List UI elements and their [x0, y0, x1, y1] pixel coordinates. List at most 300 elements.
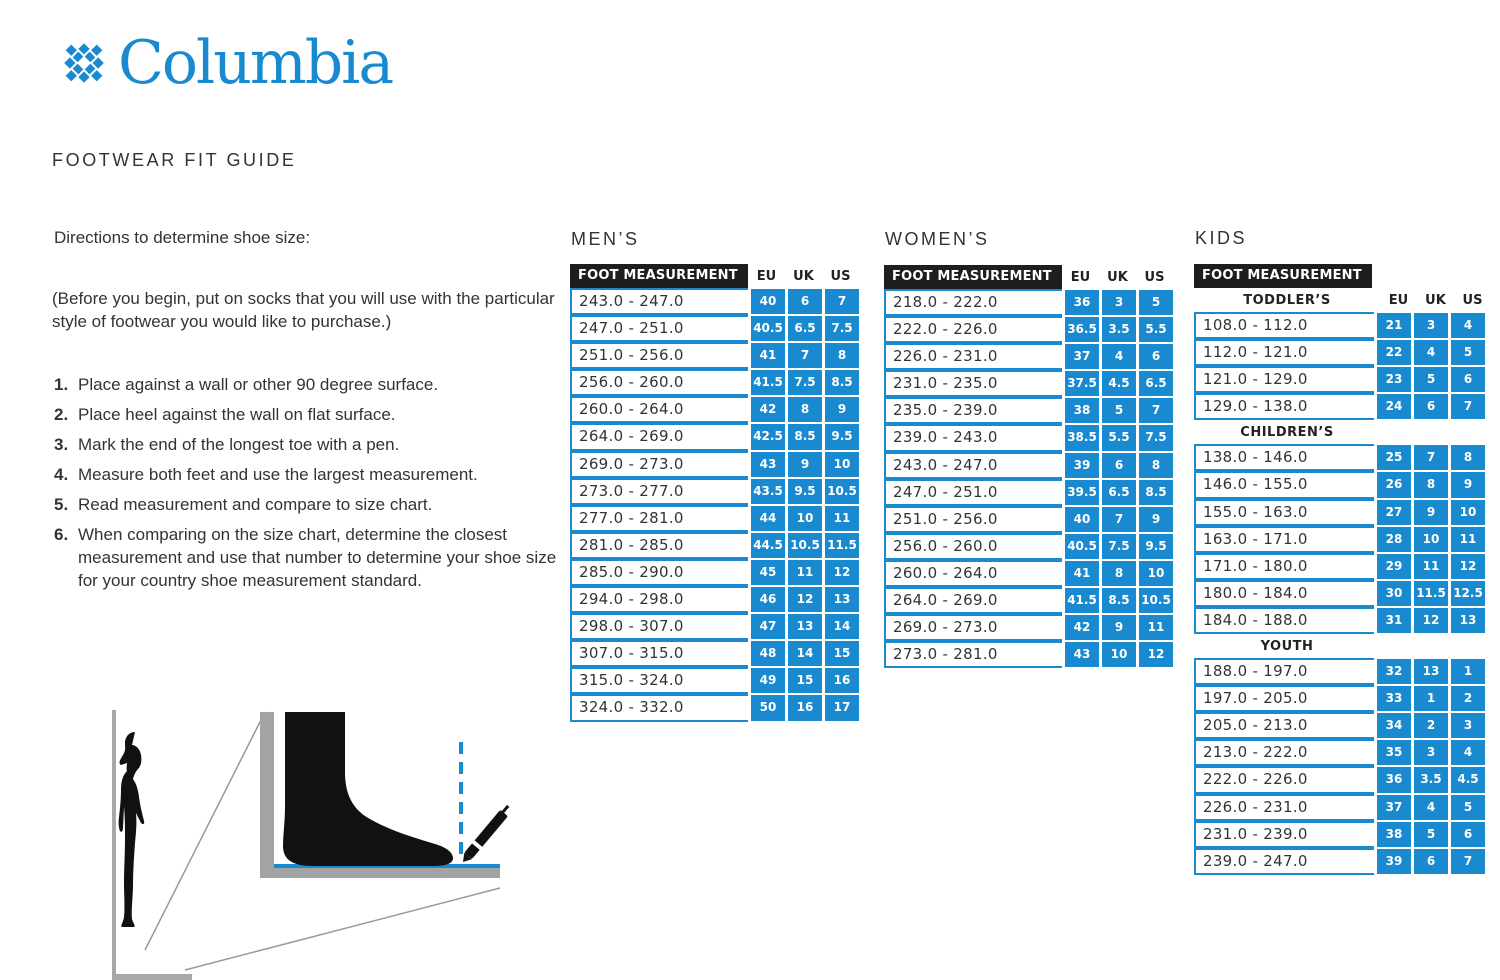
kids-size-table — [1194, 264, 1491, 875]
us-size-cell: 8 — [1451, 445, 1485, 470]
us-size-cell: 6 — [1139, 344, 1173, 369]
header-eu: EU — [1070, 269, 1091, 285]
table-row — [570, 451, 859, 478]
directions-preamble: (Before you begin, put on socks that you will use with the particular style of footwear you would like to purchase.) — [52, 289, 555, 331]
us-size-cell: 8 — [1139, 453, 1173, 478]
table-row — [1194, 794, 1491, 821]
foot-measurement-cell: 243.0 - 247.0 — [570, 288, 748, 315]
table-row — [1194, 471, 1491, 498]
foot-measurement-cell: 294.0 - 298.0 — [570, 586, 748, 613]
foot-measurement-cell: 197.0 - 205.0 — [1194, 685, 1374, 712]
header-eu: EU — [756, 268, 777, 284]
foot-measurement-cell: 285.0 - 290.0 — [570, 559, 748, 586]
us-size-cell: 9 — [825, 397, 859, 422]
us-size-cell: 7 — [1451, 394, 1485, 419]
step-text: Measure both feet and use the largest measurement. — [78, 465, 478, 484]
eu-size-cell: 38 — [1377, 822, 1411, 847]
eu-size-cell: 25 — [1377, 445, 1411, 470]
eu-size-cell: 42 — [1065, 615, 1099, 640]
uk-size-cell: 8 — [1102, 561, 1136, 586]
us-size-cell: 16 — [825, 668, 859, 693]
step-number: 5. — [54, 495, 69, 514]
eu-size-cell: 40.5 — [1065, 534, 1099, 559]
foot-measurement-cell: 251.0 - 256.0 — [884, 506, 1062, 533]
us-size-cell: 6.5 — [1139, 371, 1173, 396]
us-size-cell: 12 — [1451, 554, 1485, 579]
eu-size-cell: 26 — [1377, 472, 1411, 497]
table-row — [570, 694, 859, 721]
uk-size-cell: 7 — [1414, 445, 1448, 470]
table-row — [570, 315, 859, 342]
us-size-cell: 14 — [825, 614, 859, 639]
us-size-cell: 10 — [1451, 500, 1485, 525]
header-foot-measurement: FOOT MEASUREMENT — [1194, 264, 1372, 288]
table-row — [1194, 766, 1491, 793]
table-row — [884, 316, 1173, 343]
uk-size-cell: 9 — [1102, 615, 1136, 640]
foot-measurement-cell: 138.0 - 146.0 — [1194, 444, 1374, 471]
table-row — [1194, 580, 1491, 607]
kids-group-label: YOUTH — [1260, 638, 1314, 654]
table-row — [570, 505, 859, 532]
uk-size-cell: 3 — [1102, 290, 1136, 315]
foot-measurement-cell: 239.0 - 247.0 — [1194, 848, 1374, 875]
uk-size-cell: 4.5 — [1102, 371, 1136, 396]
uk-size-cell: 12 — [788, 587, 822, 612]
table-row — [1194, 393, 1491, 420]
uk-size-cell: 9 — [788, 452, 822, 477]
table-row — [884, 479, 1173, 506]
table-row — [570, 532, 859, 559]
header-foot-measurement: FOOT MEASUREMENT — [884, 265, 1062, 289]
uk-size-cell: 7 — [788, 343, 822, 368]
us-size-cell: 13 — [1451, 608, 1485, 633]
foot-measurement-cell: 231.0 - 235.0 — [884, 370, 1062, 397]
page-title: FOOTWEAR FIT GUIDE — [52, 150, 297, 170]
uk-size-cell: 15 — [788, 668, 822, 693]
table-row — [570, 667, 859, 694]
table-row — [1194, 848, 1491, 875]
eu-size-cell: 27 — [1377, 500, 1411, 525]
standing-person-icon — [112, 710, 192, 980]
eu-size-cell: 39.5 — [1065, 480, 1099, 505]
uk-size-cell: 5.5 — [1102, 425, 1136, 450]
table-row — [884, 587, 1173, 614]
foot-measurement-cell: 281.0 - 285.0 — [570, 532, 748, 559]
step-number: 2. — [54, 405, 69, 424]
uk-size-cell: 6.5 — [788, 316, 822, 341]
foot-against-wall-icon — [260, 712, 500, 878]
eu-size-cell: 42 — [751, 397, 785, 422]
uk-size-cell: 1 — [1414, 686, 1448, 711]
uk-size-cell: 7.5 — [1102, 534, 1136, 559]
eu-size-cell: 40 — [751, 289, 785, 314]
uk-size-cell: 6 — [1414, 394, 1448, 419]
us-size-cell: 9.5 — [1139, 534, 1173, 559]
table-row — [1194, 658, 1491, 685]
us-size-cell: 5 — [1451, 795, 1485, 820]
uk-size-cell: 11 — [1414, 554, 1448, 579]
eu-size-cell: 41.5 — [1065, 588, 1099, 613]
eu-size-cell: 43 — [751, 452, 785, 477]
eu-size-cell: 22 — [1377, 340, 1411, 365]
uk-size-cell: 4 — [1102, 344, 1136, 369]
measurement-illustration — [105, 700, 525, 980]
foot-measurement-cell: 222.0 - 226.0 — [1194, 766, 1374, 793]
table-row — [1194, 526, 1491, 553]
table-row — [1194, 685, 1491, 712]
kids-group-header — [1194, 288, 1491, 312]
foot-measurement-cell: 256.0 - 260.0 — [570, 369, 748, 396]
table-row — [1194, 444, 1491, 471]
us-size-cell: 12 — [1139, 642, 1173, 667]
table-row — [570, 640, 859, 667]
foot-measurement-cell: 260.0 - 264.0 — [570, 396, 748, 423]
uk-size-cell: 8.5 — [1102, 588, 1136, 613]
eu-size-cell: 36 — [1377, 767, 1411, 792]
pen-icon — [458, 802, 515, 866]
us-size-cell: 5 — [1451, 340, 1485, 365]
eu-size-cell: 37 — [1377, 795, 1411, 820]
eu-size-cell: 32 — [1377, 659, 1411, 684]
eu-size-cell: 46 — [751, 587, 785, 612]
header-uk: UK — [1107, 269, 1128, 285]
foot-measurement-cell: 260.0 - 264.0 — [884, 560, 1062, 587]
foot-measurement-cell: 163.0 - 171.0 — [1194, 526, 1374, 553]
eu-size-cell: 36 — [1065, 290, 1099, 315]
eu-size-cell: 38.5 — [1065, 425, 1099, 450]
table-row — [570, 342, 859, 369]
header-foot-measurement: FOOT MEASUREMENT — [570, 264, 748, 288]
table-header — [570, 264, 859, 288]
table-row — [884, 452, 1173, 479]
us-size-cell: 8.5 — [825, 370, 859, 395]
us-size-cell: 7 — [1139, 398, 1173, 423]
eu-size-cell: 37 — [1065, 344, 1099, 369]
us-size-cell: 7.5 — [1139, 425, 1173, 450]
table-row — [884, 506, 1173, 533]
foot-measurement-cell: 307.0 - 315.0 — [570, 640, 748, 667]
foot-measurement-cell: 324.0 - 332.0 — [570, 694, 748, 721]
foot-measurement-cell: 273.0 - 277.0 — [570, 478, 748, 505]
us-size-cell: 6 — [1451, 822, 1485, 847]
foot-measurement-cell: 129.0 - 138.0 — [1194, 393, 1374, 420]
foot-measurement-cell: 264.0 - 269.0 — [884, 587, 1062, 614]
uk-size-cell: 6.5 — [1102, 480, 1136, 505]
us-size-cell: 5 — [1139, 290, 1173, 315]
eu-size-cell: 28 — [1377, 527, 1411, 552]
us-size-cell: 9.5 — [825, 424, 859, 449]
uk-size-cell: 3 — [1414, 313, 1448, 338]
eu-size-cell: 34 — [1377, 713, 1411, 738]
foot-measurement-cell: 180.0 - 184.0 — [1194, 580, 1374, 607]
table-row — [1194, 553, 1491, 580]
foot-measurement-cell: 251.0 - 256.0 — [570, 342, 748, 369]
uk-size-cell: 13 — [1414, 659, 1448, 684]
header-us: US — [1462, 292, 1483, 308]
foot-measurement-cell: 226.0 - 231.0 — [884, 343, 1062, 370]
eu-size-cell: 49 — [751, 668, 785, 693]
table-row — [884, 641, 1173, 668]
header-us: US — [1144, 269, 1165, 285]
womens-title: WOMEN’S — [885, 229, 990, 249]
table-row — [884, 370, 1173, 397]
table-row — [1194, 607, 1491, 634]
table-row — [1194, 312, 1491, 339]
us-size-cell: 17 — [825, 695, 859, 720]
foot-measurement-cell: 231.0 - 239.0 — [1194, 821, 1374, 848]
foot-measurement-cell: 277.0 - 281.0 — [570, 505, 748, 532]
uk-size-cell: 14 — [788, 641, 822, 666]
eu-size-cell: 44.5 — [751, 533, 785, 558]
step-2 — [54, 403, 564, 426]
table-row — [570, 369, 859, 396]
table-row — [570, 559, 859, 586]
eu-size-cell: 44 — [751, 506, 785, 531]
directions-title: Directions to determine shoe size: — [54, 228, 311, 247]
step-6 — [54, 523, 564, 592]
uk-size-cell: 5 — [1414, 367, 1448, 392]
uk-size-cell: 6 — [1102, 453, 1136, 478]
table-row — [1194, 339, 1491, 366]
us-size-cell: 4 — [1451, 740, 1485, 765]
kids-group-header — [1194, 420, 1491, 444]
uk-size-cell: 7.5 — [788, 370, 822, 395]
table-row — [570, 586, 859, 613]
table-row — [570, 478, 859, 505]
eu-size-cell: 43 — [1065, 642, 1099, 667]
kids-group-label: CHILDREN’S — [1240, 424, 1334, 440]
us-size-cell: 6 — [1451, 367, 1485, 392]
foot-measurement-cell: 247.0 - 251.0 — [884, 479, 1062, 506]
table-row — [570, 396, 859, 423]
us-size-cell: 1 — [1451, 659, 1485, 684]
table-row — [570, 288, 859, 315]
foot-measurement-cell: 256.0 - 260.0 — [884, 533, 1062, 560]
step-1 — [54, 373, 564, 396]
uk-size-cell: 10 — [788, 506, 822, 531]
brand-name: Columbia — [118, 28, 393, 98]
foot-measurement-cell: 155.0 - 163.0 — [1194, 499, 1374, 526]
step-text: When comparing on the size chart, determine the closest measurement and use that number to determine your shoe size for your country shoe measurement standard. — [78, 525, 557, 590]
table-row — [570, 613, 859, 640]
eu-size-cell: 40 — [1065, 507, 1099, 532]
eu-size-cell: 40.5 — [751, 316, 785, 341]
mens-size-table — [570, 264, 859, 722]
us-size-cell: 7 — [825, 289, 859, 314]
uk-size-cell: 3.5 — [1102, 317, 1136, 342]
uk-size-cell: 3.5 — [1414, 767, 1448, 792]
table-row — [1194, 499, 1491, 526]
foot-measurement-cell: 121.0 - 129.0 — [1194, 366, 1374, 393]
step-number: 3. — [54, 435, 69, 454]
table-row — [570, 423, 859, 450]
step-number: 6. — [54, 525, 69, 544]
eu-size-cell: 50 — [751, 695, 785, 720]
foot-measurement-cell: 239.0 - 243.0 — [884, 424, 1062, 451]
foot-measurement-cell: 235.0 - 239.0 — [884, 397, 1062, 424]
eu-size-cell: 47 — [751, 614, 785, 639]
eu-size-cell: 36.5 — [1065, 317, 1099, 342]
eu-size-cell: 33 — [1377, 686, 1411, 711]
uk-size-cell: 9.5 — [788, 479, 822, 504]
us-size-cell: 10.5 — [825, 479, 859, 504]
eu-size-cell: 42.5 — [751, 424, 785, 449]
eu-size-cell: 35 — [1377, 740, 1411, 765]
eu-size-cell: 31 — [1377, 608, 1411, 633]
kids-group-label: TODDLER’S — [1243, 292, 1331, 308]
us-size-cell: 11 — [1139, 615, 1173, 640]
step-number: 4. — [54, 465, 69, 484]
eu-size-cell: 41 — [1065, 561, 1099, 586]
uk-size-cell: 5 — [1414, 822, 1448, 847]
step-3 — [54, 433, 564, 456]
table-row — [884, 397, 1173, 424]
uk-size-cell: 4 — [1414, 340, 1448, 365]
kids-title: KIDS — [1195, 228, 1248, 248]
eu-size-cell: 45 — [751, 560, 785, 585]
directions-steps — [54, 373, 564, 599]
us-size-cell: 3 — [1451, 713, 1485, 738]
foot-measurement-cell: 146.0 - 155.0 — [1194, 471, 1374, 498]
uk-size-cell: 10 — [1414, 527, 1448, 552]
us-size-cell: 10.5 — [1139, 588, 1173, 613]
us-size-cell: 4.5 — [1451, 767, 1485, 792]
uk-size-cell: 4 — [1414, 795, 1448, 820]
table-row — [884, 289, 1173, 316]
header-uk: UK — [1425, 292, 1446, 308]
uk-size-cell: 9 — [1414, 500, 1448, 525]
foot-measurement-cell: 243.0 - 247.0 — [884, 452, 1062, 479]
foot-measurement-cell: 184.0 - 188.0 — [1194, 607, 1374, 634]
us-size-cell: 13 — [825, 587, 859, 612]
us-size-cell: 11 — [825, 506, 859, 531]
step-text: Place heel against the wall on flat surface. — [78, 405, 396, 424]
header-uk: UK — [793, 268, 814, 284]
us-size-cell: 9 — [1139, 507, 1173, 532]
table-header — [884, 265, 1173, 289]
table-row — [884, 424, 1173, 451]
us-size-cell: 7.5 — [825, 316, 859, 341]
uk-size-cell: 8 — [788, 397, 822, 422]
foot-measurement-cell: 269.0 - 273.0 — [570, 451, 748, 478]
us-size-cell: 7 — [1451, 849, 1485, 874]
table-row — [884, 614, 1173, 641]
us-size-cell: 11 — [1451, 527, 1485, 552]
foot-measurement-cell: 213.0 - 222.0 — [1194, 739, 1374, 766]
foot-measurement-cell: 226.0 - 231.0 — [1194, 794, 1374, 821]
foot-measurement-cell: 269.0 - 273.0 — [884, 614, 1062, 641]
us-size-cell: 9 — [1451, 472, 1485, 497]
us-size-cell: 5.5 — [1139, 317, 1173, 342]
us-size-cell: 10 — [1139, 561, 1173, 586]
us-size-cell: 4 — [1451, 313, 1485, 338]
foot-measurement-cell: 247.0 - 251.0 — [570, 315, 748, 342]
uk-size-cell: 13 — [788, 614, 822, 639]
uk-size-cell: 12 — [1414, 608, 1448, 633]
uk-size-cell: 10.5 — [788, 533, 822, 558]
us-size-cell: 12 — [825, 560, 859, 585]
eu-size-cell: 24 — [1377, 394, 1411, 419]
uk-size-cell: 3 — [1414, 740, 1448, 765]
foot-measurement-cell: 171.0 - 180.0 — [1194, 553, 1374, 580]
step-text: Place against a wall or other 90 degree surface. — [78, 375, 439, 394]
foot-measurement-cell: 218.0 - 222.0 — [884, 289, 1062, 316]
header-us: US — [830, 268, 851, 284]
table-row — [884, 560, 1173, 587]
eu-size-cell: 41 — [751, 343, 785, 368]
uk-size-cell: 16 — [788, 695, 822, 720]
columbia-logo — [52, 30, 392, 96]
table-header — [1194, 264, 1491, 288]
uk-size-cell: 6 — [1414, 849, 1448, 874]
step-text: Mark the end of the longest toe with a pen. — [78, 435, 400, 454]
uk-size-cell: 8 — [1414, 472, 1448, 497]
uk-size-cell: 6 — [788, 289, 822, 314]
header-eu: EU — [1388, 292, 1409, 308]
foot-measurement-cell: 315.0 - 324.0 — [570, 667, 748, 694]
foot-measurement-cell: 108.0 - 112.0 — [1194, 312, 1374, 339]
eu-size-cell: 41.5 — [751, 370, 785, 395]
foot-measurement-cell: 222.0 - 226.0 — [884, 316, 1062, 343]
us-size-cell: 11.5 — [825, 533, 859, 558]
us-size-cell: 8 — [825, 343, 859, 368]
foot-measurement-cell: 264.0 - 269.0 — [570, 423, 748, 450]
table-row — [1194, 821, 1491, 848]
eu-size-cell: 21 — [1377, 313, 1411, 338]
eu-size-cell: 37.5 — [1065, 371, 1099, 396]
uk-size-cell: 8.5 — [788, 424, 822, 449]
foot-measurement-cell: 112.0 - 121.0 — [1194, 339, 1374, 366]
eu-size-cell: 39 — [1065, 453, 1099, 478]
eu-size-cell: 39 — [1377, 849, 1411, 874]
step-text: Read measurement and compare to size chart. — [78, 495, 433, 514]
us-size-cell: 2 — [1451, 686, 1485, 711]
us-size-cell: 15 — [825, 641, 859, 666]
table-row — [884, 343, 1173, 370]
mens-title: MEN’S — [571, 229, 640, 249]
foot-measurement-cell: 205.0 - 213.0 — [1194, 712, 1374, 739]
step-5 — [54, 493, 564, 516]
uk-size-cell: 10 — [1102, 642, 1136, 667]
foot-measurement-cell: 298.0 - 307.0 — [570, 613, 748, 640]
step-4 — [54, 463, 564, 486]
eu-size-cell: 23 — [1377, 367, 1411, 392]
uk-size-cell: 11.5 — [1414, 581, 1448, 606]
eu-size-cell: 38 — [1065, 398, 1099, 423]
uk-size-cell: 5 — [1102, 398, 1136, 423]
uk-size-cell: 7 — [1102, 507, 1136, 532]
foot-measurement-cell: 273.0 - 281.0 — [884, 641, 1062, 668]
us-size-cell: 10 — [825, 452, 859, 477]
foot-measurement-cell: 188.0 - 197.0 — [1194, 658, 1374, 685]
eu-size-cell: 29 — [1377, 554, 1411, 579]
table-row — [884, 533, 1173, 560]
us-size-cell: 8.5 — [1139, 480, 1173, 505]
columbia-diamond-logo-icon — [52, 31, 116, 95]
womens-size-table — [884, 265, 1173, 668]
us-size-cell: 12.5 — [1451, 581, 1485, 606]
table-row — [1194, 366, 1491, 393]
eu-size-cell: 43.5 — [751, 479, 785, 504]
kids-group-header — [1194, 634, 1491, 658]
table-row — [1194, 712, 1491, 739]
uk-size-cell: 11 — [788, 560, 822, 585]
step-number: 1. — [54, 375, 69, 394]
table-row — [1194, 739, 1491, 766]
uk-size-cell: 2 — [1414, 713, 1448, 738]
eu-size-cell: 30 — [1377, 581, 1411, 606]
